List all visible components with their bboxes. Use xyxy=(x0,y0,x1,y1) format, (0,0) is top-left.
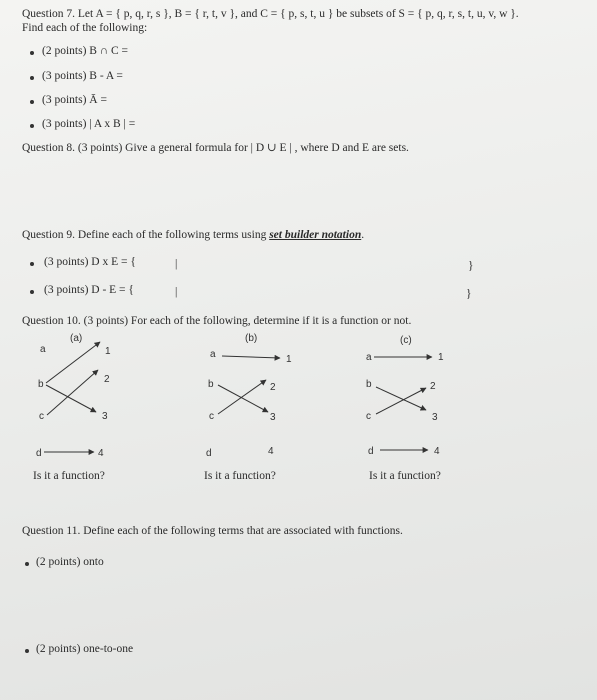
domain-c: c xyxy=(366,411,371,422)
diagram-c xyxy=(362,330,462,460)
domain-d: d xyxy=(368,446,374,457)
q7-item-4: (3 points) | A x B | = xyxy=(42,118,136,130)
q9-item-1-close: } xyxy=(468,260,474,272)
codomain-3: 3 xyxy=(432,412,438,423)
bullet xyxy=(25,562,29,566)
codomain-2: 2 xyxy=(430,381,436,392)
domain-a: a xyxy=(40,344,46,355)
arrow-a-1 xyxy=(222,356,280,358)
q9-item-1-bar: | xyxy=(175,258,178,270)
domain-d: d xyxy=(36,448,42,459)
diagram-a xyxy=(30,330,130,460)
codomain-2: 2 xyxy=(270,382,276,393)
diagram-b-label: (b) xyxy=(245,333,258,344)
arrow-b-3 xyxy=(46,385,96,412)
q8-text: Question 8. (3 points) Give a general formula for | D ∪ E | , where D and E are sets. xyxy=(22,142,409,154)
q9-item-2-bar: | xyxy=(175,286,178,298)
bullet xyxy=(30,51,34,55)
q9-item-2-label: (3 points) D - E = { xyxy=(44,284,134,296)
q9-item-2-close: } xyxy=(466,288,472,300)
q11-text: Question 11. Define each of the following terms that are associated with functions. xyxy=(22,525,403,537)
q7-item-2: (3 points) B - A = xyxy=(42,70,123,82)
codomain-4: 4 xyxy=(98,448,104,459)
diagram-a-caption: Is it a function? xyxy=(33,470,105,482)
bullet xyxy=(30,76,34,80)
codomain-3: 3 xyxy=(270,412,276,423)
domain-c: c xyxy=(39,411,44,422)
diagram-c-label: (c) xyxy=(400,335,412,346)
q9-heading xyxy=(22,228,364,242)
domain-c: c xyxy=(209,411,214,422)
codomain-3: 3 xyxy=(102,411,108,422)
arrow-c-2 xyxy=(218,380,266,414)
domain-a: a xyxy=(210,349,216,360)
codomain-4: 4 xyxy=(268,446,274,457)
q9-underlined: set builder notation xyxy=(269,229,362,241)
q9-prefix: Question 9. Define each of the following terms using xyxy=(22,229,270,241)
arrow-b-3 xyxy=(376,387,426,410)
bullet xyxy=(30,290,34,294)
diagram-b-caption: Is it a function? xyxy=(204,470,276,482)
diagram-a-label: (a) xyxy=(70,333,83,344)
domain-b: b xyxy=(38,379,44,390)
domain-b: b xyxy=(366,379,372,390)
bullet xyxy=(30,262,34,266)
codomain-1: 1 xyxy=(286,354,292,365)
bullet xyxy=(30,100,34,104)
q7-item-1: (2 points) B ∩ C = xyxy=(42,45,129,57)
domain-d: d xyxy=(206,448,212,459)
q7-item-3: (3 points) Ā = xyxy=(42,94,107,106)
codomain-1: 1 xyxy=(438,352,444,363)
q11-item-1: (2 points) onto xyxy=(36,556,104,568)
arrow-b-3 xyxy=(218,385,268,412)
codomain-4: 4 xyxy=(434,446,440,457)
q11-item-2: (2 points) one-to-one xyxy=(36,643,134,655)
diagram-c-caption: Is it a function? xyxy=(369,470,441,482)
domain-a: a xyxy=(366,352,372,363)
q7-line1: Question 7. Let A = { p, q, r, s }, B = { r, t, v }, and C = { p, s, t, u } be subsets of S = { p, q, r, s, t, u, v, w }. xyxy=(22,8,519,20)
codomain-1: 1 xyxy=(105,346,111,357)
bullet xyxy=(25,649,29,653)
q9-suffix: . xyxy=(361,229,365,241)
codomain-2: 2 xyxy=(104,374,110,385)
arrow-b-1 xyxy=(46,342,100,383)
arrow-c-2 xyxy=(376,388,426,414)
q9-item-1-label: (3 points) D x E = { xyxy=(44,256,136,268)
q7-line2: Find each of the following: xyxy=(22,22,148,34)
domain-b: b xyxy=(208,379,214,390)
bullet xyxy=(30,124,34,128)
diagram-b xyxy=(200,330,300,460)
q10-text: Question 10. (3 points) For each of the following, determine if it is a function or not. xyxy=(22,315,412,327)
